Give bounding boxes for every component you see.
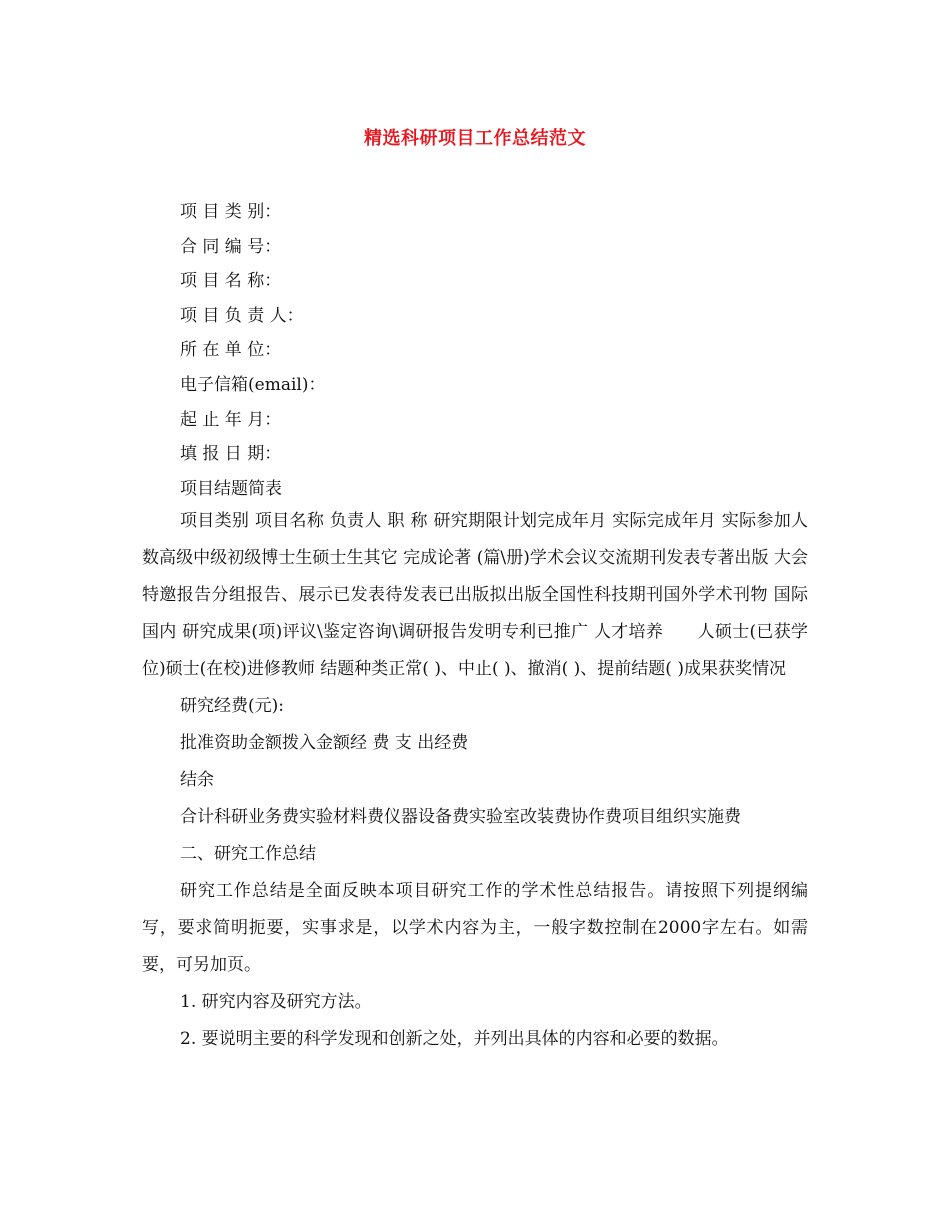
field-project-name: 项 目 名 称： — [180, 271, 282, 292]
field-contract-number: 合 同 编 号： — [180, 236, 282, 257]
summary-table-heading: 项目结题简表 — [180, 478, 282, 499]
list-item-2: 2. 要说明主要的科学发现和创新之处，并列出具体的内容和必要的数据。 — [180, 1029, 729, 1049]
section-2-heading: 二、研究工作总结 — [180, 844, 316, 864]
field-email: 电子信箱(email)： — [180, 374, 326, 395]
document-title: 精选科研项目工作总结范文 — [364, 128, 586, 149]
section-2-intro: 研究工作总结是全面反映本项目研究工作的学术性总结报告。请按照下列提纲编写，要求简明扼要，实事求是，以学术内容为主，一般字数控制在2000字左右。如需要，可另加页。 — [142, 881, 808, 975]
field-period: 起 止 年 月： — [180, 409, 282, 430]
project-info-fields — [180, 195, 325, 506]
field-project-leader: 项 目 负 责 人： — [180, 305, 304, 326]
funding-line-2: 结余 — [180, 770, 214, 790]
summary-table-text: 项目类别 项目名称 负责人 职 称 研究期限计划完成年月 实际完成年月 实际参加人数高级中级初级博士生硕士生其它 完成论著 (篇\册)学术会议交流期刊发表专著出版 大会特邀报告分组报告、展示已发表待发表已出版拟出版全国性科技期刊国外学术刊物 国际 国内 研究成果(项)评议\鉴定咨询\调研报告发明专利已推广 人才培养 人硕士(已获学位)硕士(在校)进修教师 结题种类正常( )、中止( )、撤消( )、提前结题( )成果获奖情况 — [142, 511, 808, 679]
field-affiliation: 所 在 单 位： — [180, 340, 282, 361]
list-item-1: 1. 研究内容及研究方法。 — [180, 992, 372, 1012]
funding-heading: 研究经费(元): — [180, 696, 284, 716]
field-report-date: 填 报 日 期： — [180, 444, 282, 465]
funding-line-1: 批准资助金额拨入金额经 费 支 出经费 — [180, 733, 469, 753]
field-project-category: 项 目 类 别： — [180, 202, 282, 222]
document-body — [142, 503, 808, 1058]
funding-line-3: 合计科研业务费实验材料费仪器设备费实验室改装费协作费项目组织实施费 — [180, 807, 741, 827]
